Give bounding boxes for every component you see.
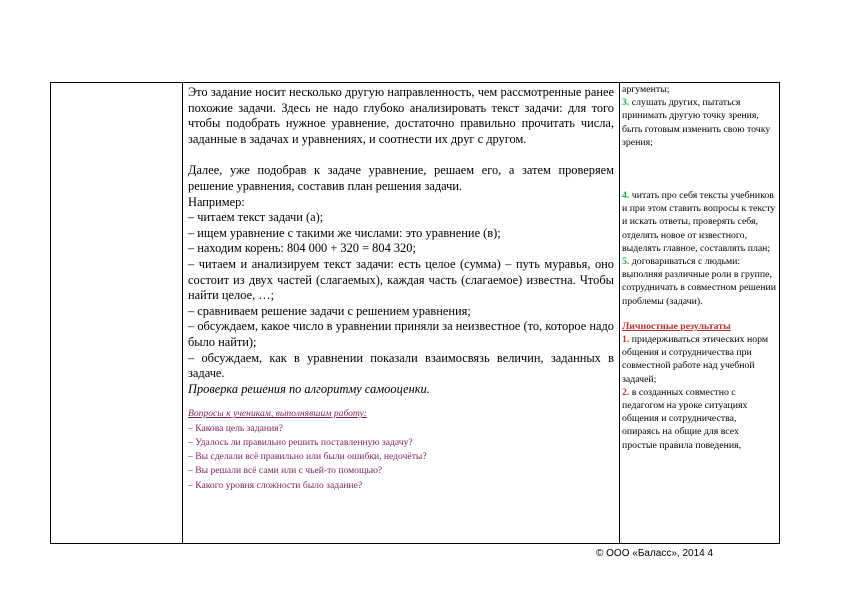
column-divider xyxy=(182,83,183,543)
lesson-table xyxy=(50,82,780,544)
side-item xyxy=(622,386,776,452)
question-item: – Вы решали всё сами или с чьей-то помощью? xyxy=(188,465,383,477)
step-item: – обсуждаем, какое число в уравнении приняли за неизвестное (то, которое надо было найти); xyxy=(188,319,614,349)
item-number: 5. xyxy=(622,256,630,268)
column-divider xyxy=(619,83,620,543)
example-label: Например: xyxy=(188,194,245,209)
side-item xyxy=(622,189,776,255)
side-item xyxy=(622,96,776,149)
page-footer: © ООО «Баласс», 2014 4 xyxy=(596,548,714,559)
questions-heading: Вопросы к ученикам, выполнявшим работу: xyxy=(188,408,367,420)
question-item: – Вы сделали всё правильно или были ошибки, недочёты? xyxy=(188,451,427,463)
paragraph-intro: Это задание носит несколько другую направленность, чем рассмотренные ранее похожие задачи. Здесь не надо глубоко анализировать текст задачи: для того чтобы подобрать нужное уравнение, достаточно правильно прочитать числа, заданные в задачах и уравнениях, и соотнести их друг с другом. xyxy=(188,85,614,146)
question-item: – Удалось ли правильно решить поставленную задачу? xyxy=(188,436,413,448)
paragraph-solution: Далее, уже подобрав к задаче уравнение, решаем его, а затем проверяем решение уравнения, составив план решения задачи. xyxy=(188,163,614,193)
side-item xyxy=(622,333,776,386)
item-number: 3. xyxy=(622,97,630,109)
item-number: 2. xyxy=(622,386,630,398)
step-item: – читаем текст задачи (а); xyxy=(188,210,324,225)
item-text: слушать других, пытаться принимать другую точку зрения, быть готовым изменить свою точку зрения; xyxy=(622,97,771,148)
results-column xyxy=(622,83,776,452)
item-text: придерживаться этических норм общения и сотрудничества при совместной работе над учебной задачей; xyxy=(622,334,769,385)
question-item: – Какого уровня сложности было задание? xyxy=(188,479,363,491)
step-item: – находим корень: 804 000 + 320 = 804 320; xyxy=(188,241,416,256)
item-text: читать про себя тексты учебников и при этом ставить вопросы к тексту и искать ответы, проверять себя, отделять новое от известного, выделять главное, составлять план; xyxy=(622,190,776,254)
main-column xyxy=(188,85,614,493)
step-item: – ищем уравнение с такими же числами: это уравнение (в); xyxy=(188,225,501,240)
side-text: аргументы; xyxy=(622,84,670,95)
side-item xyxy=(622,255,776,308)
step-item: – читаем и анализируем текст задачи: есть целое (сумма) – путь муравья, оно состоит из двух частей (слагаемых), каждая часть (слагаемое) известна. Чтобы найти целое, …; xyxy=(188,256,614,303)
item-number: 1. xyxy=(622,334,630,346)
item-text: в созданных совместно с педагогом на уроке ситуациях общения и сотрудничества, опираясь на общие для всех простые правила поведения, xyxy=(622,386,748,451)
step-item: – сравниваем решение задачи с решением уравнения; xyxy=(188,303,471,318)
question-item: – Какова цель задания? xyxy=(188,422,283,434)
self-check-heading: Проверка решения по алгоритму самооценки. xyxy=(188,381,430,396)
section-heading: Личностные результаты xyxy=(622,320,731,332)
item-text: договариваться с людьми: выполняя различные роли в группе, сотрудничать в совместном решении проблемы (задачи). xyxy=(622,256,776,307)
item-number: 4. xyxy=(622,190,630,202)
student-questions xyxy=(188,407,614,493)
step-item: – обсуждаем, как в уравнении показали взаимосвязь величин, заданных в задаче. xyxy=(188,350,614,381)
